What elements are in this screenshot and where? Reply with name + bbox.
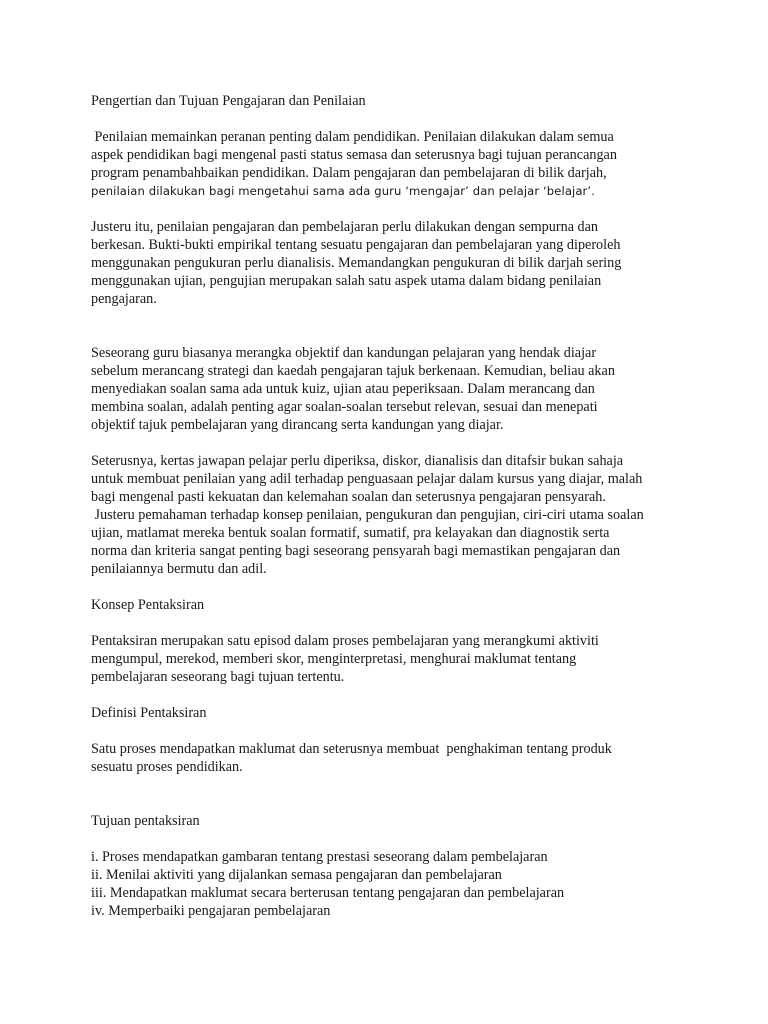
- paragraph-justeru: [91, 218, 691, 308]
- paragraph-definisi: [91, 740, 691, 776]
- heading-pengertian: Pengertian dan Tujuan Pengajaran dan Penilaian: [91, 93, 366, 109]
- paragraph-line: membina soalan, adalah penting agar soalan-soalan tersebut relevan, sesuai dan menepati: [91, 399, 598, 415]
- list-item: i. Proses mendapatkan gambaran tentang prestasi seseorang dalam pembelajaran: [91, 849, 548, 865]
- paragraph-line: mengumpul, merekod, memberi skor, menginterpretasi, menghurai maklumat tentang: [91, 651, 577, 667]
- paragraph-line: Pentaksiran merupakan satu episod dalam proses pembelajaran yang merangkumi aktiviti: [91, 633, 599, 649]
- paragraph-seseorang-guru: [91, 344, 691, 434]
- paragraph-line: Penilaian memainkan peranan penting dalam pendidikan. Penilaian dilakukan dalam semua: [91, 129, 614, 145]
- paragraph-line: sesuatu proses pendidikan.: [91, 759, 243, 775]
- document-body: [91, 92, 691, 920]
- paragraph-line: untuk membuat penilaian yang adil terhadap penguasaan pelajar dalam kursus yang diajar, malah: [91, 471, 643, 487]
- paragraph-penilaian: [91, 128, 691, 200]
- paragraph-line: bagi mengenal pasti kekuatan dan kelemahan soalan dan seterusnya pengajaran pensyarah.: [91, 489, 606, 505]
- list-item: iii. Mendapatkan maklumat secara berterusan tentang pengajaran dan pembelajaran: [91, 885, 565, 901]
- paragraph-line: sebelum merancang strategi dan kaedah pengajaran tajuk berkenaan. Kemudian, beliau akan: [91, 363, 615, 379]
- list-item: iv. Memperbaiki pengajaran pembelajaran: [91, 903, 331, 919]
- paragraph-line: menggunakan ujian, pengujian merupakan salah satu aspek utama dalam bidang penilaian: [91, 273, 602, 289]
- paragraph-line: menyediakan soalan sama ada untuk kuiz, ujian atau peperiksaan. Dalam merancang dan: [91, 381, 595, 397]
- paragraph-line: norma dan kriteria sangat penting bagi seseorang pensyarah bagi memastikan pengajaran dan: [91, 543, 621, 559]
- paragraph-line: pembelajaran seseorang bagi tujuan tertentu.: [91, 669, 345, 685]
- heading-definisi-pentaksiran: Definisi Pentaksiran: [91, 705, 207, 721]
- paragraph-line: aspek pendidikan bagi mengenal pasti status semasa dan seterusnya bagi tujuan perancangan: [91, 147, 617, 163]
- paragraph-line: menggunakan pengukuran perlu dianalisis. Memandangkan pengukuran di bilik darjah sering: [91, 255, 622, 271]
- paragraph-line: Seterusnya, kertas jawapan pelajar perlu diperiksa, diskor, dianalisis dan ditafsir bukan sahaja: [91, 453, 624, 469]
- paragraph-line: Justeru pemahaman terhadap konsep penilaian, pengukuran dan pengujian, ciri-ciri utama soalan: [91, 507, 644, 523]
- paragraph-line: penilaiannya bermutu dan adil.: [91, 561, 267, 577]
- paragraph-line: objektif tajuk pembelajaran yang dirancang serta kandungan yang diajar.: [91, 417, 504, 433]
- list-item: ii. Menilai aktiviti yang dijalankan semasa pengajaran dan pembelajaran: [91, 867, 502, 883]
- heading-tujuan-pentaksiran: Tujuan pentaksiran: [91, 813, 200, 829]
- paragraph-line: pengajaran.: [91, 291, 157, 307]
- tujuan-list: [91, 848, 691, 920]
- paragraph-line: berkesan. Bukti-bukti empirikal tentang sesuatu pengajaran dan pembelajaran yang diperoleh: [91, 237, 621, 253]
- paragraph-seterusnya: [91, 452, 691, 578]
- paragraph-line: ujian, matlamat mereka bentuk soalan formatif, sumatif, pra kelayakan dan diagnostik serta: [91, 525, 610, 541]
- paragraph-line: penilaian dilakukan bagi mengetahui sama ada guru ‘mengajar’ dan pelajar ‘belajar’.: [91, 184, 595, 198]
- paragraph-line: Justeru itu, penilaian pengajaran dan pembelajaran perlu dilakukan dengan sempurna dan: [91, 219, 599, 235]
- paragraph-line: program penambahbaikan pendidikan. Dalam pengajaran dan pembelajaran di bilik darjah,: [91, 165, 607, 181]
- paragraph-line: Seseorang guru biasanya merangka objektif dan kandungan pelajaran yang hendak diajar: [91, 345, 597, 361]
- heading-konsep-pentaksiran: Konsep Pentaksiran: [91, 597, 205, 613]
- paragraph-pentaksiran: [91, 632, 691, 686]
- paragraph-line: Satu proses mendapatkan maklumat dan seterusnya membuat penghakiman tentang produk: [91, 741, 612, 757]
